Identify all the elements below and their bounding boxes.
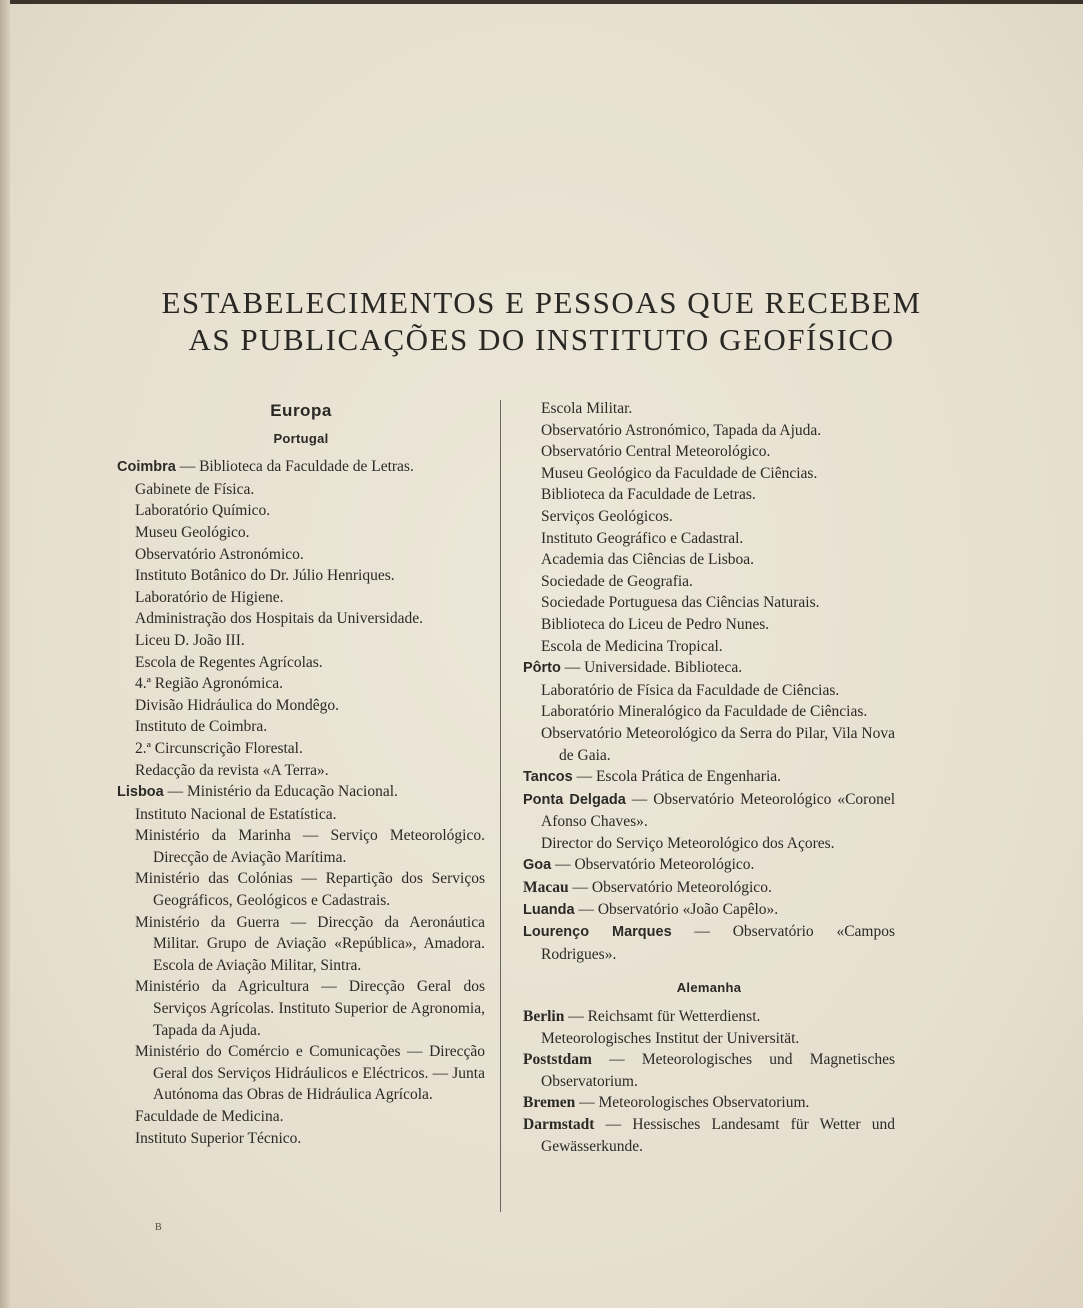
entry-luanda-main: — Observatório «João Capêlo». [574, 900, 779, 918]
entry-darmstadt-main: — Hessisches Landesamt für Wetter und Gewässerkunde. [541, 1116, 895, 1155]
list-item: Ministério da Agricultura — Direcção Geral dos Serviços Agrícolas. Instituto Superior de Agronomia, Tapada da Ajuda. [135, 978, 485, 1039]
entry-macau [523, 877, 895, 899]
list-item: Ministério das Colónias — Repartição dos Serviços Geográficos, Geológicos e Cadastrais. [135, 870, 485, 910]
city-name-berlin: Berlin [523, 1008, 565, 1026]
continent-heading: Europa [270, 401, 332, 420]
entry-berlin [523, 1006, 895, 1028]
entry-luanda [523, 899, 895, 922]
list-item: Laboratório de Higiene. [135, 588, 284, 606]
entry-macau-main: — Observatório Meteorológico. [568, 879, 772, 897]
city-name-bremen: Bremen [523, 1094, 576, 1112]
entry-lisboa-main: — Ministério da Educação Nacional. [163, 783, 398, 801]
list-item: 2.ª Circunscrição Florestal. [135, 739, 303, 757]
city-name-darmstadt: Darmstadt [523, 1116, 595, 1133]
list-item: Escola Militar. [541, 400, 633, 417]
list-item: Gabinete de Física. [135, 480, 255, 498]
list-item: Instituto Botânico do Dr. Júlio Henriques. [135, 567, 395, 585]
city-name-ponta-delgada: Ponta Delgada [523, 791, 626, 808]
entry-bremen [523, 1092, 895, 1114]
entry-potsdam-main: — Meteorologisches und Magnetisches Observatorium. [541, 1051, 895, 1090]
entry-lourenco-marques [523, 921, 895, 965]
list-item: Ministério da Marinha — Serviço Meteorológico. Direcção de Aviação Marítima. [135, 827, 485, 866]
list-item: 4.ª Região Agronómica. [135, 675, 284, 693]
entry-bremen-main: — Meteorologisches Observatorium. [575, 1094, 810, 1112]
city-name-porto: Pôrto [523, 660, 561, 677]
list-item: Redacção da revista «A Terra». [135, 761, 329, 779]
list-item: Instituto Superior Técnico. [135, 1129, 302, 1147]
list-item: Instituto de Coimbra. [135, 718, 268, 736]
entry-tancos [523, 766, 895, 789]
list-item: Faculdade de Medicina. [135, 1108, 284, 1125]
entry-porto-main: — Universidade. Biblioteca. [560, 659, 743, 677]
list-item: Museu Geológico da Faculdade de Ciências. [541, 464, 818, 482]
column-divider [500, 400, 501, 1212]
list-item: Observatório Central Meteorológico. [541, 443, 771, 461]
title-line-2: AS PUBLICAÇÕES DO INSTITUTO GEOFÍSICO [188, 322, 895, 357]
list-item: Laboratório Químico. [135, 502, 271, 520]
entry-berlin-main: — Reichsamt für Wetterdienst. [564, 1008, 761, 1026]
page-title [0, 284, 1083, 358]
list-item: Observatório Astronómico. [135, 545, 304, 563]
list-item: Instituto Nacional de Estatística. [135, 805, 337, 823]
entry-lisboa [117, 781, 485, 804]
entry-tancos-main: — Escola Prática de Engenharia. [572, 768, 782, 786]
list-item: Laboratório de Física da Faculdade de Ciências. [541, 681, 840, 699]
list-item: Biblioteca da Faculdade de Letras. [541, 486, 756, 504]
list-item: Observatório Astronómico, Tapada da Ajuda. [541, 421, 822, 439]
country-heading-alemanha: Alemanha [676, 980, 742, 996]
page-binding-edge [0, 0, 10, 1308]
list-item: Escola de Regentes Agrícolas. [135, 653, 323, 671]
page-top-edge [0, 0, 1083, 4]
entry-ponta-delgada-main: — Observatório Meteorológico «Coronel Afonso Chaves». [541, 790, 896, 831]
title-line-1: ESTABELECIMENTOS E PESSOAS QUE RECEBEM [161, 285, 922, 320]
left-column [117, 398, 485, 1149]
entry-ponta-delgada [523, 789, 895, 833]
city-name-goa: Goa [523, 857, 552, 874]
list-item: Academia das Ciências de Lisboa. [541, 551, 755, 569]
list-item: Ministério do Comércio e Comunicações — Direcção Geral dos Serviços Hidráulicos e Eléctricos. — Junta Autónoma das Obras de Hidráulica Agrícola. [135, 1043, 485, 1104]
list-item: Laboratório Mineralógico da Faculdade de Ciências. [541, 703, 868, 721]
entry-coimbra-main: — Biblioteca da Faculdade de Letras. [175, 458, 414, 476]
list-item: Observatório Meteorológico da Serra do Pilar, Vila Nova de Gaia. [541, 724, 895, 764]
list-item: Biblioteca do Liceu de Pedro Nunes. [541, 615, 770, 633]
city-name-lourenco-marques: Lourenço Marques [523, 924, 672, 941]
city-name-macau: Macau [523, 879, 569, 897]
country-heading-portugal: Portugal [273, 430, 329, 446]
right-column [523, 398, 895, 1157]
entry-goa-main: — Observatório Meteorológico. [551, 856, 755, 874]
city-name-tancos: Tancos [523, 769, 573, 786]
entry-goa [523, 854, 895, 877]
city-name-potsdam: Poststdam [523, 1051, 592, 1069]
entry-darmstadt [523, 1114, 895, 1157]
list-item: Director do Serviço Meteorológico dos Açores. [541, 834, 835, 852]
list-item: Serviços Geológicos. [541, 507, 673, 525]
list-item: Instituto Geográfico e Cadastral. [541, 529, 744, 547]
list-item: Administração dos Hospitais da Universidade. [135, 610, 423, 628]
city-name-coimbra: Coimbra [117, 459, 176, 476]
city-name-luanda: Luanda [523, 901, 575, 918]
list-item: Museu Geológico. [135, 523, 250, 541]
entry-potsdam [523, 1049, 895, 1092]
entry-coimbra [117, 456, 485, 479]
list-item: Ministério da Guerra — Direcção da Aeronáutica Militar. Grupo de Aviação «República», Amadora. Escola de Aviação Militar, Sintra. [135, 913, 485, 974]
list-item: Divisão Hidráulica do Mondêgo. [135, 696, 340, 714]
entry-lourenco-marques-main: — Observatório «Campos Rodrigues». [541, 923, 895, 963]
city-name-lisboa: Lisboa [117, 784, 164, 801]
list-item: Escola de Medicina Tropical. [541, 637, 723, 655]
entry-porto [523, 657, 895, 680]
list-item: Sociedade Portuguesa das Ciências Naturais. [541, 594, 820, 612]
list-item: Sociedade de Geografia. [541, 572, 693, 590]
list-item: Meteorologisches Institut der Universität. [541, 1029, 800, 1047]
list-item: Liceu D. João III. [135, 631, 245, 649]
signature-mark: B [155, 1222, 162, 1233]
